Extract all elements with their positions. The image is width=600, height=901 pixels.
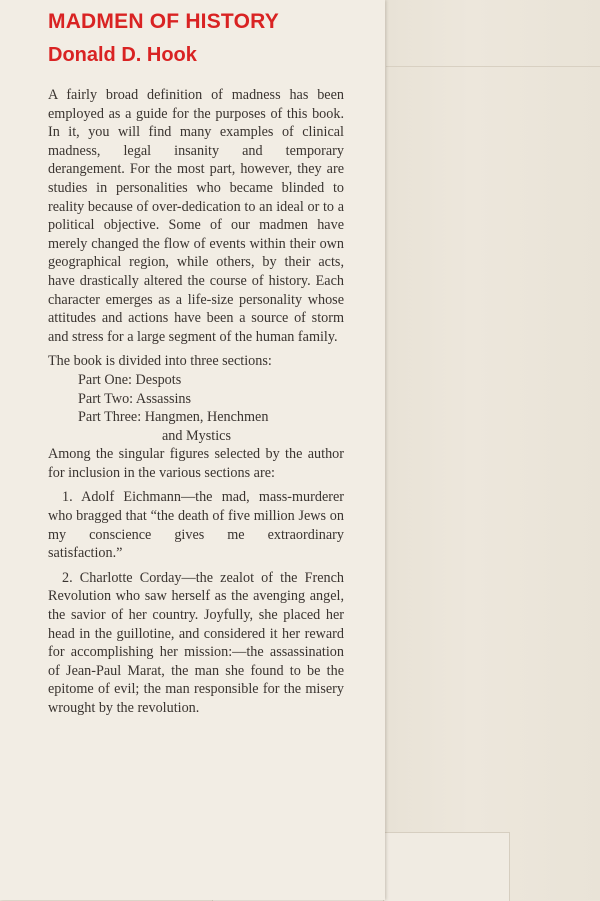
list-item	[48, 569, 344, 718]
book-author: Donald D. Hook	[48, 44, 197, 66]
entry-number: 1.	[62, 489, 73, 506]
intro-paragraph: A fairly broad definition of madness has been employed as a guide for the purposes of this book. In it, you will find many examples of clinical madness, legal insanity and temporary derangement. For the most part, however, they are studies in personalities who became blinded to reality because of over-dedication to an ideal or to a political objective. Some of our madmen have merely changed the flow of events within their own geographical region, while others, by their acts, have drastically altered the course of history. Each character emerges as a life-size personality whose attitudes and actions have been a source of storm and stress for a large segment of the human family.	[48, 87, 344, 345]
flap-copy	[48, 86, 344, 718]
entry-text: Adolf Eichmann—the mad, mass-murderer who bragged that “the death of five million Jews on my conscience gives me extraordinary satisfaction.”	[48, 489, 344, 562]
list-item: Part One: Despots	[78, 371, 182, 388]
selection-intro: Among the singular figures selected by the author for inclusion in the various sections are:	[48, 446, 344, 481]
book-title: MADMEN OF HISTORY	[48, 10, 279, 33]
sections-list	[48, 371, 344, 445]
sections-lead: The book is divided into three sections:	[48, 353, 272, 370]
list-item	[48, 488, 344, 562]
list-item	[78, 408, 344, 445]
list-item-continuation: and Mystics	[162, 427, 231, 444]
jacket-fold-line	[386, 66, 600, 67]
entry-text: Charlotte Corday—the zealot of the French Revolution who saw herself as the avenging angel, the savior of her country. Joyfully, she placed her head in the guillotine, and considered it her reward for accomplishing her mission:—the assassination of Jean-Paul Marat, the man she found to be the epitome of evil; the man responsible for the misery wrought by the revolution.	[48, 569, 345, 716]
entry-number: 2.	[62, 569, 73, 586]
list-item-text: Part Three: Hangmen, Henchmen	[78, 409, 269, 426]
dust-jacket-back-panel	[386, 0, 600, 900]
list-item: Part Two: Assassins	[78, 390, 192, 407]
